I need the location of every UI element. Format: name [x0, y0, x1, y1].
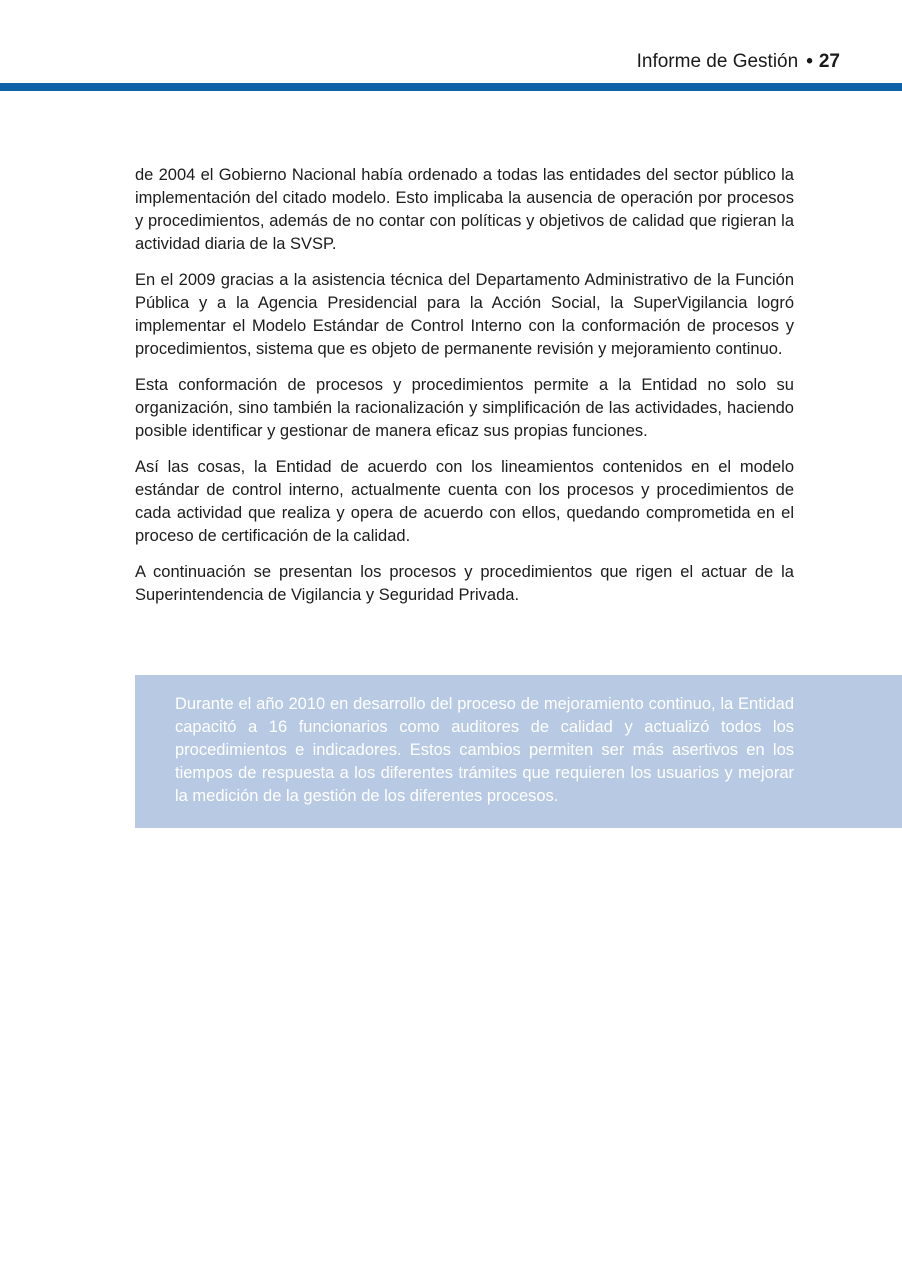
header-bullet: •	[806, 51, 813, 72]
paragraph-2: En el 2009 gracias a la asistencia técnica del Departamento Administrativo de la Función Pública y a la Agencia Presidencial para la Acción Social, la SuperVigilancia logró implementar el Modelo Estándar de Control Interno con la conformación de procesos y procedimientos, sistema que es objeto de permanente revisión y mejoramiento continuo.	[135, 271, 794, 358]
callout-text: Durante el año 2010 en desarrollo del proceso de mejoramiento continuo, la Entidad capacitó a 16 funcionarios como auditores de calidad y actualizó todos los procedimientos e indicadores. Estos cambios permiten ser más asertivos en los tiempos de respuesta a los diferentes trámites que requieren los usuarios y mejorar la medición de la gestión de los diferentes procesos.	[175, 695, 794, 805]
page-header	[0, 0, 902, 95]
paragraph-1: de 2004 el Gobierno Nacional había ordenado a todas las entidades del sector público la implementación del citado modelo. Esto implicaba la ausencia de operación por procesos y procedimientos, además de no contar con políticas y objetivos de calidad que rigieran la actividad diaria de la SVSP.	[135, 166, 794, 253]
running-header	[637, 50, 840, 74]
page-number: 27	[818, 51, 840, 72]
highlight-callout-box	[135, 675, 902, 828]
report-title: Informe de Gestión	[636, 51, 799, 72]
paragraph-5: A continuación se presentan los procesos y procedimientos que rigen el actuar de la Superintendencia de Vigilancia y Seguridad Privada.	[135, 563, 794, 604]
body-text	[135, 164, 794, 620]
paragraph-3: Esta conformación de procesos y procedimientos permite a la Entidad no solo su organización, sino también la racionalización y simplificación de las actividades, haciendo posible identificar y gestionar de manera eficaz sus propias funciones.	[135, 376, 794, 440]
header-rule	[0, 83, 902, 91]
paragraph-4: Así las cosas, la Entidad de acuerdo con los lineamientos contenidos en el modelo estándar de control interno, actualmente cuenta con los procesos y procedimientos de cada actividad que realiza y opera de acuerdo con ellos, quedando comprometida en el proceso de certificación de la calidad.	[135, 458, 794, 545]
